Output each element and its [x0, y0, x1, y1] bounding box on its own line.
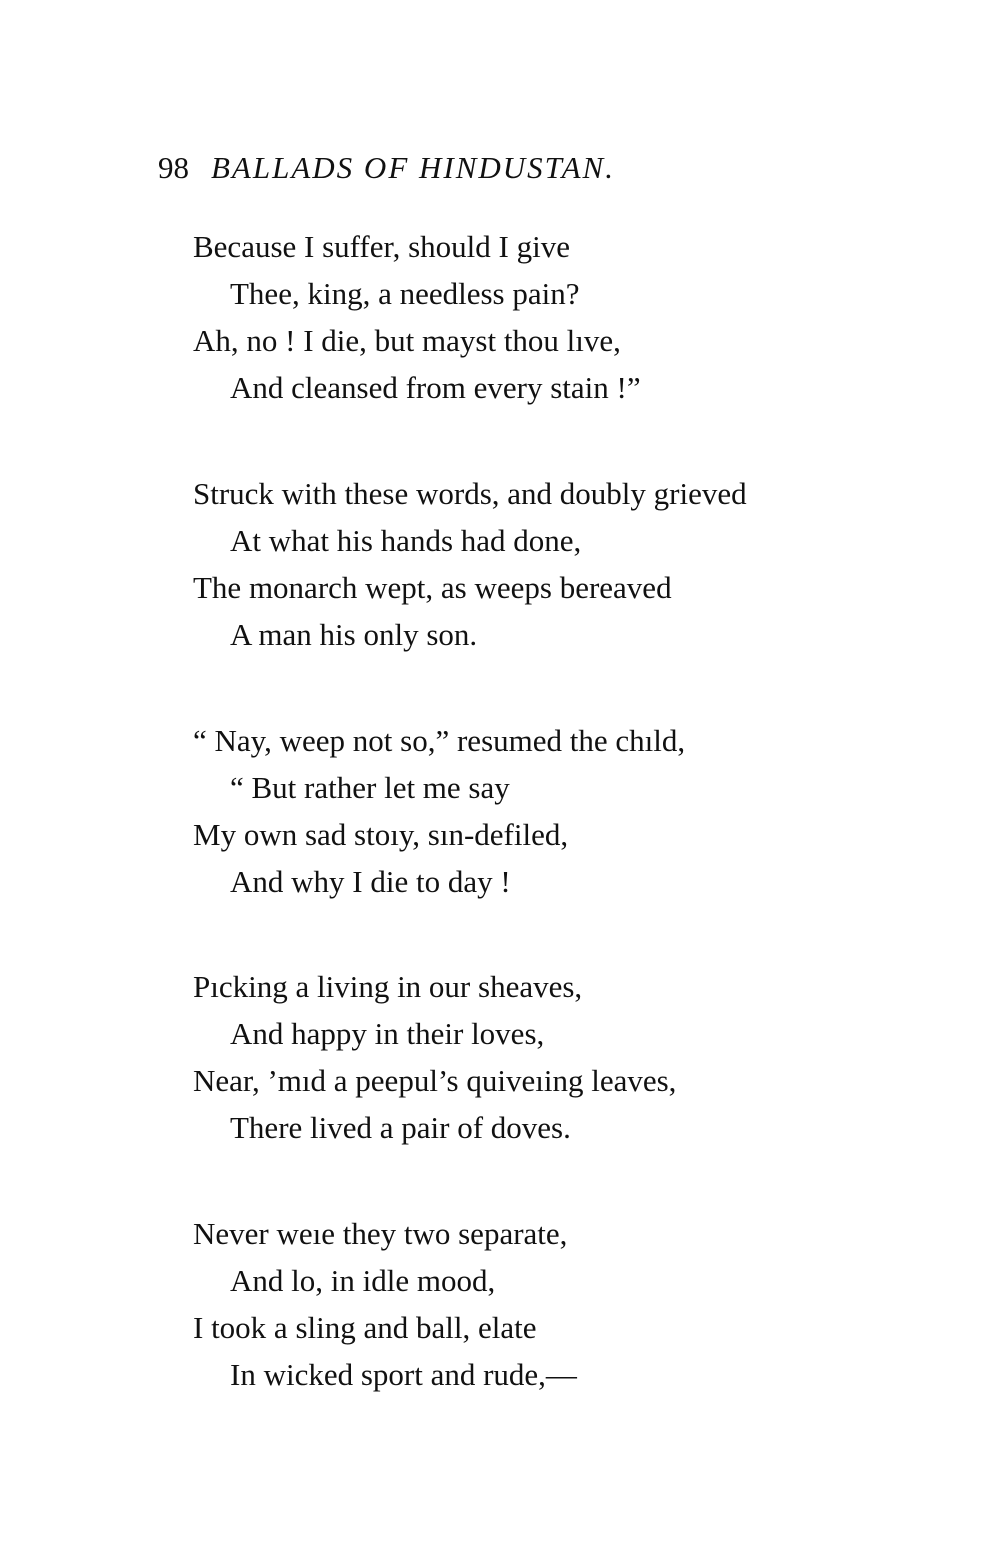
poem-line: Thee, king, a needless pain? — [230, 276, 580, 311]
poem-line: In wicked sport and rude,— — [230, 1357, 577, 1392]
poem-line: Pıcking a living in our sheaves, — [193, 969, 583, 1004]
poem-line: “ Nay, weep not so,” resumed the chıld, — [193, 723, 686, 758]
poem-line: There lived a pair of doves. — [230, 1110, 571, 1145]
stanza-4 — [193, 963, 953, 1151]
poem-line: At what his hands had done, — [230, 523, 582, 558]
poem-line: Struck with these words, and doubly grieved — [193, 476, 747, 511]
stanza-5 — [193, 1210, 953, 1398]
stanza-3 — [193, 717, 953, 905]
poem-line: My own sad stoıy, sın-defiled, — [193, 817, 569, 852]
running-head — [158, 150, 615, 186]
poem-line: Because I suffer, should I give — [193, 229, 570, 264]
poem-line: I took a sling and ball, elate — [193, 1310, 537, 1345]
poem-line: Ah, no ! I die, but mayst thou lıve, — [193, 323, 621, 358]
poem-line: Never weıe they two separate, — [193, 1216, 568, 1251]
poem-line: And why I die to day ! — [230, 864, 511, 899]
poem-line: A man his only son. — [230, 617, 478, 652]
poem-line: And happy in their loves, — [230, 1016, 545, 1051]
stanza-1 — [193, 223, 953, 411]
poem-line: The monarch wept, as weeps bereaved — [193, 570, 672, 605]
poem-line: Near, ’mıd a peepul’s quiveıing leaves, — [193, 1063, 677, 1098]
poem-line: “ But rather let me say — [230, 770, 510, 805]
stanza-2 — [193, 470, 953, 658]
poem-line: And cleansed from every stain !” — [230, 370, 641, 405]
running-title: BALLADS OF HINDUSTAN. — [211, 150, 615, 185]
page-number: 98 — [158, 150, 189, 185]
poem-line: And lo, in idle mood, — [230, 1263, 496, 1298]
